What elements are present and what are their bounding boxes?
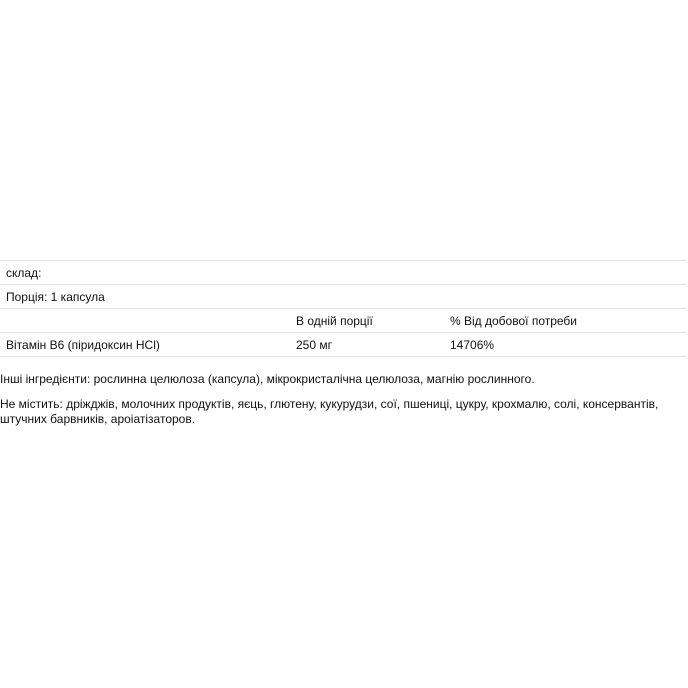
ingredient-daily-value: 14706% — [450, 338, 495, 352]
free-of-text: Не містить: дріжджів, молочних продуктів, яєць, глютену, кукурудзи, сої, пшениці, цукру, крохмалю, солі, консервантів, штучних барвників, ароіатізаторов. — [0, 397, 659, 426]
serving-row — [0, 285, 686, 309]
serving-size: Порція: 1 капсула — [6, 290, 105, 304]
supplement-facts-table — [0, 260, 686, 357]
header-row — [0, 309, 686, 333]
other-ingredients-text: Інші інгредієнти: рослинна целюлоза (капсула), мікрокристалічна целюлоза, магнію рослинного. — [0, 372, 535, 386]
table-title-row — [0, 261, 686, 285]
composition-title: склад: — [6, 266, 42, 280]
ingredient-notes — [0, 372, 686, 437]
ingredient-amount: 250 мг — [296, 338, 332, 352]
ingredient-name: Вітамін B6 (піридоксин HCl) — [6, 338, 160, 352]
table-row — [0, 333, 686, 357]
daily-value-header: % Від добової потреби — [450, 314, 578, 328]
per-serving-header: В одній порції — [296, 314, 373, 328]
